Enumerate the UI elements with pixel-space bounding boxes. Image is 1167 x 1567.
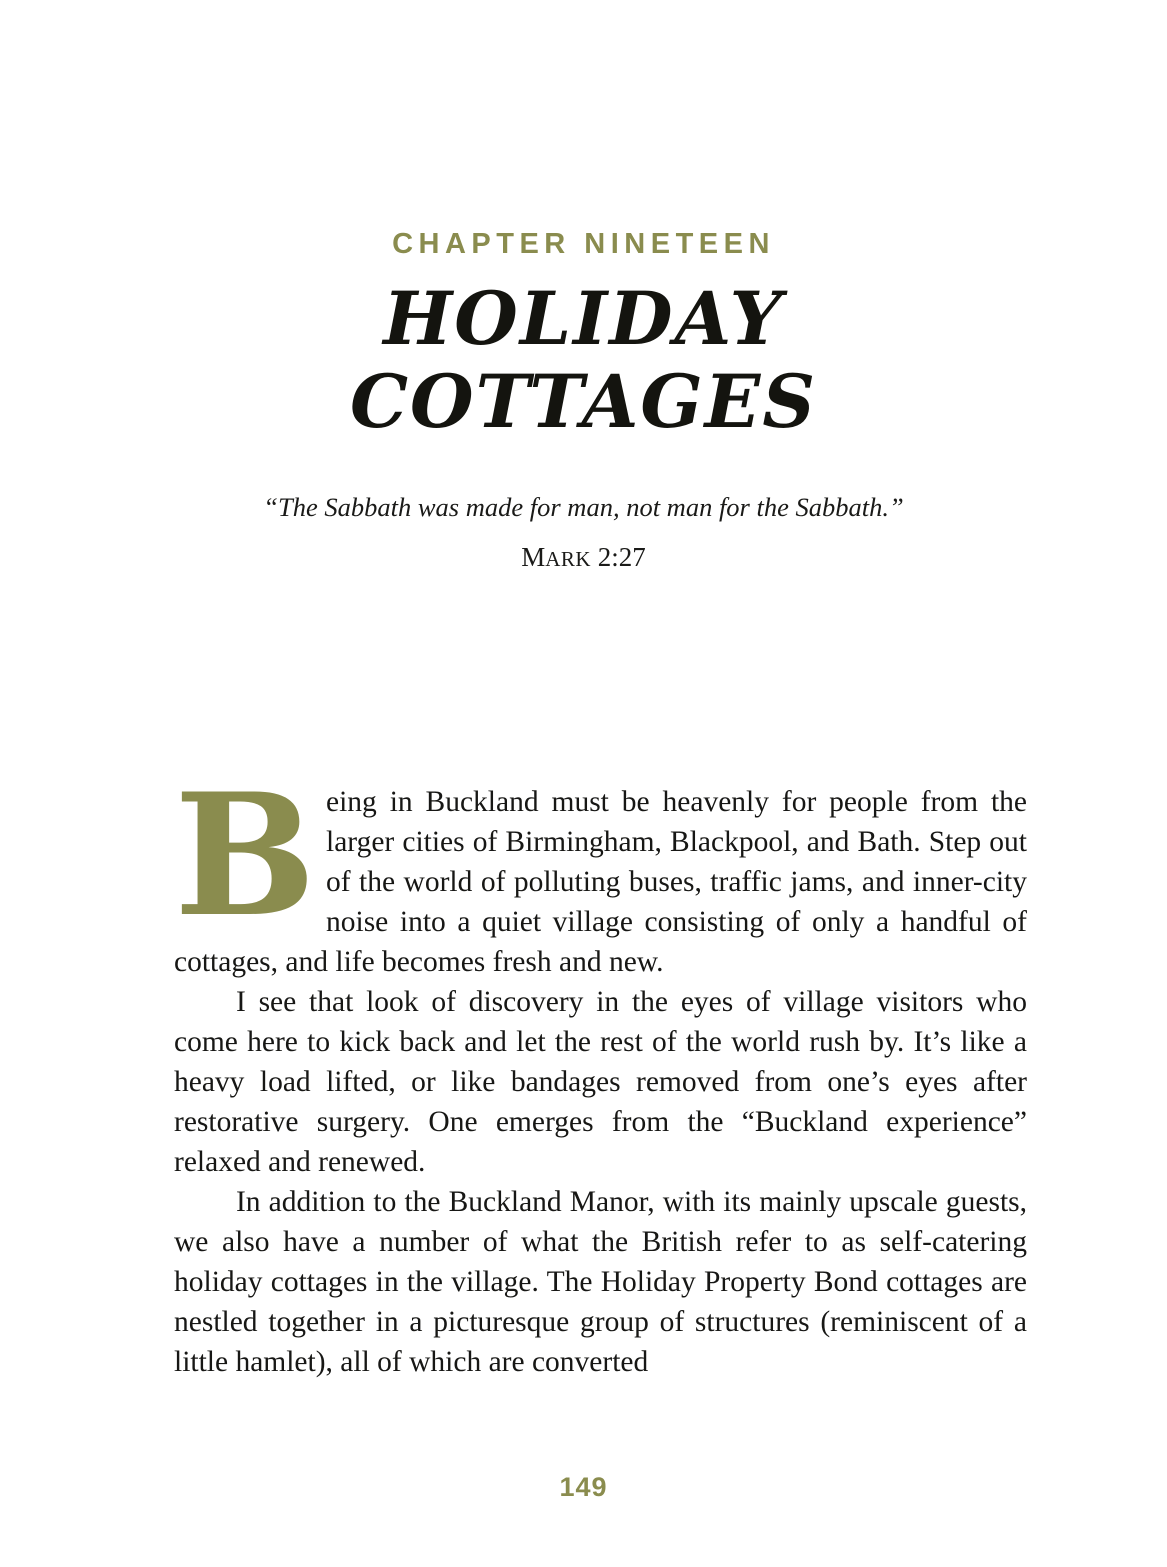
epigraph-source-initial: M <box>521 542 546 572</box>
epigraph-source-name: ARK <box>545 547 592 571</box>
chapter-title-line-2: COTTAGES <box>349 359 818 445</box>
paragraph-3: In addition to the Buckland Manor, with its mainly upscale guests, we also have a number of what the British refer to as self-catering holiday cottages in the village. The Holiday Property Bond cottages are nestled together in a picturesque group of structures (reminiscent of a little hamlet), all of which are converted <box>174 1186 1027 1378</box>
epigraph-quote: “The Sabbath was made for man, not man for the Sabbath.” <box>263 492 904 522</box>
body-text <box>174 756 1027 1382</box>
chapter-label: CHAPTER NINETEEN <box>392 228 775 260</box>
epigraph-source-reference: 2:27 <box>597 542 646 572</box>
chapter-title-line-1: HOLIDAY <box>383 276 784 362</box>
paragraph-1-text: eing in Buckland must be heavenly for people from the larger cities of Birmingham, Blackpool, and Bath. Step out of the world of polluting buses, traffic jams, and inner-city noise into a quiet village consisting of only a handful of cottages, and life becomes fresh and new. <box>174 786 1027 978</box>
drop-cap: B <box>174 756 316 954</box>
epigraph-source <box>0 542 1167 573</box>
page-number: 149 <box>559 1472 608 1502</box>
paragraph-2: I see that look of discovery in the eyes of village visitors who come here to kick back and let the rest of the world rush by. It’s like a heavy load lifted, or like bandages removed from one’s eyes after restorative surgery. One emerges from the “Buckland experience” relaxed and renewed. <box>174 986 1027 1178</box>
paragraph-1 <box>174 756 1027 982</box>
page-title <box>0 276 1167 445</box>
